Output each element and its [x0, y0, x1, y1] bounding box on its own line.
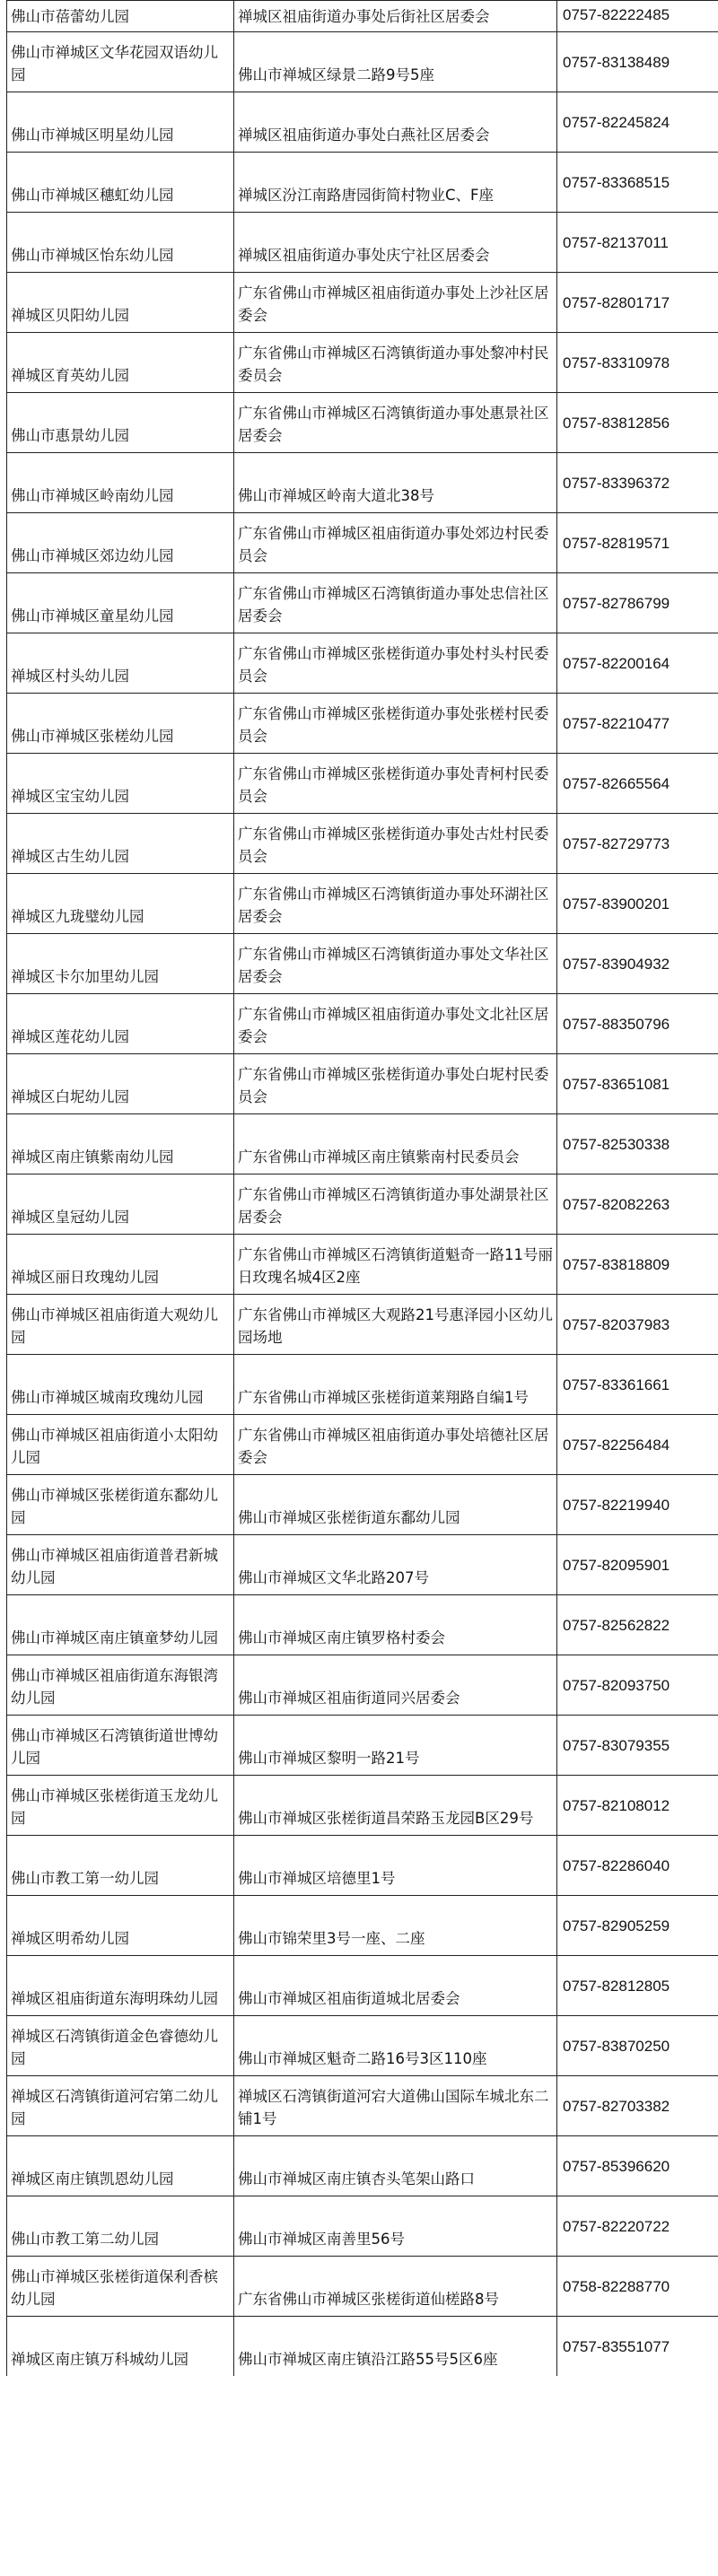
table-row: [7, 213, 718, 273]
table-row: [7, 2016, 718, 2076]
kindergarten-name-cell: 佛山市禅城区城南玫瑰幼儿园: [7, 1355, 234, 1415]
phone-cell: 0757-82562822: [557, 1595, 718, 1655]
kindergarten-name-cell: 佛山市禅城区张槎街道东鄱幼儿园: [7, 1475, 234, 1535]
kindergarten-name-cell: 佛山市禅城区怡东幼儿园: [7, 213, 234, 273]
phone-cell: 0757-82286040: [557, 1836, 718, 1896]
kindergarten-name-cell: 禅城区石湾镇街道河宕第二幼儿园: [7, 2076, 234, 2136]
kindergarten-name-cell: 佛山市教工第二幼儿园: [7, 2196, 234, 2257]
phone-cell: 0758-82288770: [557, 2257, 718, 2317]
phone-cell: 0757-88350796: [557, 994, 718, 1054]
phone-cell: 0757-82703382: [557, 2076, 718, 2136]
kindergarten-name-cell: 禅城区南庄镇万科城幼儿园: [7, 2317, 234, 2377]
table-row: [7, 1355, 718, 1415]
phone-cell: 0757-83368515: [557, 153, 718, 213]
kindergarten-name-cell: 佛山市禅城区祖庙街道大观幼儿园: [7, 1295, 234, 1355]
address-cell: 佛山市禅城区岭南大道北38号: [234, 453, 557, 513]
address-cell: 佛山市禅城区南善里56号: [234, 2196, 557, 2257]
kindergarten-name-cell: 佛山市禅城区明星幼儿园: [7, 92, 234, 153]
address-cell: 禅城区石湾镇街道河宕大道佛山国际车城北东二铺1号: [234, 2076, 557, 2136]
kindergarten-name-cell: 禅城区九珑璧幼儿园: [7, 874, 234, 934]
table-row: [7, 633, 718, 694]
address-cell: 广东省佛山市禅城区张槎街道仙槎路8号: [234, 2257, 557, 2317]
table-row: [7, 2076, 718, 2136]
phone-cell: 0757-82786799: [557, 573, 718, 633]
phone-cell: 0757-83651081: [557, 1054, 718, 1114]
address-cell: 广东省佛山市禅城区张槎街道莱翔路自编1号: [234, 1355, 557, 1415]
address-cell: 广东省佛山市禅城区张槎街道办事处青柯村民委员会: [234, 754, 557, 814]
address-cell: 广东省佛山市禅城区石湾镇街道办事处忠信社区居委会: [234, 573, 557, 633]
address-cell: 佛山市禅城区南庄镇沿江路55号5区6座: [234, 2317, 557, 2377]
table-row: [7, 1655, 718, 1716]
phone-cell: 0757-83396372: [557, 453, 718, 513]
phone-cell: 0757-82530338: [557, 1114, 718, 1174]
phone-cell: 0757-82210477: [557, 694, 718, 754]
table-row: [7, 1054, 718, 1114]
table-row: [7, 814, 718, 874]
phone-cell: 0757-82108012: [557, 1776, 718, 1836]
phone-cell: 0757-83812856: [557, 393, 718, 453]
kindergarten-name-cell: 佛山市禅城区祖庙街道普君新城幼儿园: [7, 1535, 234, 1595]
phone-cell: 0757-82812805: [557, 1956, 718, 2016]
table-row: [7, 1716, 718, 1776]
kindergarten-name-cell: 禅城区丽日玫瑰幼儿园: [7, 1235, 234, 1295]
address-cell: 佛山市禅城区张槎街道昌荣路玉龙园B区29号: [234, 1776, 557, 1836]
table-row: [7, 1, 718, 32]
phone-cell: 0757-82082263: [557, 1174, 718, 1235]
kindergarten-name-cell: 佛山市禅城区祖庙街道东海银湾幼儿园: [7, 1655, 234, 1716]
address-cell: 禅城区祖庙街道办事处庆宁社区居委会: [234, 213, 557, 273]
table-row: [7, 1776, 718, 1836]
phone-cell: 0757-82801717: [557, 273, 718, 333]
address-cell: 广东省佛山市禅城区南庄镇紫南村民委员会: [234, 1114, 557, 1174]
table-row: [7, 1896, 718, 1956]
table-row: [7, 754, 718, 814]
address-cell: 广东省佛山市禅城区石湾镇街道办事处环湖社区居委会: [234, 874, 557, 934]
address-cell: 佛山市禅城区魁奇二路16号3区110座: [234, 2016, 557, 2076]
phone-cell: 0757-82093750: [557, 1655, 718, 1716]
address-cell: 广东省佛山市禅城区祖庙街道办事处郊边村民委员会: [234, 513, 557, 573]
table-row: [7, 1174, 718, 1235]
address-cell: 广东省佛山市禅城区祖庙街道办事处培德社区居委会: [234, 1415, 557, 1475]
kindergarten-name-cell: 佛山市禅城区文华花园双语幼儿园: [7, 32, 234, 92]
phone-cell: 0757-83870250: [557, 2016, 718, 2076]
address-cell: 广东省佛山市禅城区石湾镇街道魁奇一路11号丽日玫瑰名城4区2座: [234, 1235, 557, 1295]
phone-cell: 0757-82905259: [557, 1896, 718, 1956]
table-row: [7, 934, 718, 994]
table-row: [7, 513, 718, 573]
address-cell: 佛山市禅城区南庄镇罗格村委会: [234, 1595, 557, 1655]
address-cell: 广东省佛山市禅城区石湾镇街道办事处湖景社区居委会: [234, 1174, 557, 1235]
kindergarten-name-cell: 禅城区白坭幼儿园: [7, 1054, 234, 1114]
phone-cell: 0757-82037983: [557, 1295, 718, 1355]
kindergarten-name-cell: 禅城区育英幼儿园: [7, 333, 234, 393]
phone-cell: 0757-83361661: [557, 1355, 718, 1415]
kindergarten-name-cell: 禅城区南庄镇紫南幼儿园: [7, 1114, 234, 1174]
phone-cell: 0757-82095901: [557, 1535, 718, 1595]
phone-cell: 0757-82137011: [557, 213, 718, 273]
kindergarten-name-cell: 佛山市惠景幼儿园: [7, 393, 234, 453]
phone-cell: 0757-85396620: [557, 2136, 718, 2196]
address-cell: 佛山市禅城区祖庙街道城北居委会: [234, 1956, 557, 2016]
kindergarten-name-cell: 禅城区石湾镇街道金色睿德幼儿园: [7, 2016, 234, 2076]
phone-cell: 0757-83551077: [557, 2317, 718, 2377]
kindergarten-name-cell: 佛山市禅城区石湾镇街道世博幼儿园: [7, 1716, 234, 1776]
kindergarten-name-cell: 禅城区古生幼儿园: [7, 814, 234, 874]
kindergarten-name-cell: 佛山市禅城区张槎幼儿园: [7, 694, 234, 754]
kindergarten-name-cell: 佛山市禅城区童星幼儿园: [7, 573, 234, 633]
table-row: [7, 874, 718, 934]
address-cell: 佛山市禅城区黎明一路21号: [234, 1716, 557, 1776]
kindergarten-name-cell: 禅城区皇冠幼儿园: [7, 1174, 234, 1235]
table-row: [7, 2136, 718, 2196]
address-cell: 广东省佛山市禅城区祖庙街道办事处文北社区居委会: [234, 994, 557, 1054]
phone-cell: 0757-83900201: [557, 874, 718, 934]
kindergarten-table: [6, 0, 718, 2376]
table-row: [7, 393, 718, 453]
phone-cell: 0757-82200164: [557, 633, 718, 694]
table-row: [7, 2317, 718, 2377]
table-row: [7, 32, 718, 92]
phone-cell: 0757-83079355: [557, 1716, 718, 1776]
table-row: [7, 333, 718, 393]
table-row: [7, 2257, 718, 2317]
phone-cell: 0757-83904932: [557, 934, 718, 994]
table-row: [7, 1235, 718, 1295]
address-cell: 广东省佛山市禅城区大观路21号惠泽园小区幼儿园场地: [234, 1295, 557, 1355]
address-cell: 广东省佛山市禅城区石湾镇街道办事处文华社区居委会: [234, 934, 557, 994]
table-row: [7, 1295, 718, 1355]
address-cell: 佛山市禅城区文华北路207号: [234, 1535, 557, 1595]
address-cell: 广东省佛山市禅城区张槎街道办事处古灶村民委员会: [234, 814, 557, 874]
address-cell: 广东省佛山市禅城区张槎街道办事处白坭村民委员会: [234, 1054, 557, 1114]
address-cell: 佛山市禅城区绿景二路9号5座: [234, 32, 557, 92]
address-cell: 佛山市禅城区培德里1号: [234, 1836, 557, 1896]
kindergarten-name-cell: 佛山市教工第一幼儿园: [7, 1836, 234, 1896]
phone-cell: 0757-82245824: [557, 92, 718, 153]
kindergarten-name-cell: 禅城区莲花幼儿园: [7, 994, 234, 1054]
kindergarten-name-cell: 佛山市禅城区张槎街道玉龙幼儿园: [7, 1776, 234, 1836]
table-row: [7, 1836, 718, 1896]
kindergarten-name-cell: 佛山市禅城区南庄镇童梦幼儿园: [7, 1595, 234, 1655]
phone-cell: 0757-83138489: [557, 32, 718, 92]
table-row: [7, 1595, 718, 1655]
phone-cell: 0757-82222485: [557, 1, 718, 32]
kindergarten-name-cell: 佛山市蓓蕾幼儿园: [7, 1, 234, 32]
table-row: [7, 1415, 718, 1475]
phone-cell: 0757-82220722: [557, 2196, 718, 2257]
address-cell: 佛山市锦荣里3号一座、二座: [234, 1896, 557, 1956]
table-row: [7, 1114, 718, 1174]
phone-cell: 0757-82819571: [557, 513, 718, 573]
phone-cell: 0757-83310978: [557, 333, 718, 393]
address-cell: 禅城区汾江南路唐园街简村物业C、F座: [234, 153, 557, 213]
table-row: [7, 1535, 718, 1595]
kindergarten-name-cell: 佛山市禅城区穗虹幼儿园: [7, 153, 234, 213]
kindergarten-name-cell: 佛山市禅城区岭南幼儿园: [7, 453, 234, 513]
kindergarten-name-cell: 禅城区村头幼儿园: [7, 633, 234, 694]
kindergarten-name-cell: 禅城区宝宝幼儿园: [7, 754, 234, 814]
kindergarten-table-body: [7, 1, 718, 2377]
phone-cell: 0757-82219940: [557, 1475, 718, 1535]
address-cell: 广东省佛山市禅城区张槎街道办事处张槎村民委员会: [234, 694, 557, 754]
kindergarten-name-cell: 禅城区南庄镇凯恩幼儿园: [7, 2136, 234, 2196]
kindergarten-name-cell: 禅城区卡尔加里幼儿园: [7, 934, 234, 994]
phone-cell: 0757-82665564: [557, 754, 718, 814]
table-row: [7, 92, 718, 153]
table-row: [7, 994, 718, 1054]
address-cell: 广东省佛山市禅城区石湾镇街道办事处惠景社区居委会: [234, 393, 557, 453]
kindergarten-name-cell: 佛山市禅城区郊边幼儿园: [7, 513, 234, 573]
address-cell: 佛山市禅城区南庄镇杏头笔架山路口: [234, 2136, 557, 2196]
table-row: [7, 694, 718, 754]
address-cell: 佛山市禅城区祖庙街道同兴居委会: [234, 1655, 557, 1716]
table-row: [7, 1475, 718, 1535]
kindergarten-name-cell: 禅城区贝阳幼儿园: [7, 273, 234, 333]
address-cell: 广东省佛山市禅城区祖庙街道办事处上沙社区居委会: [234, 273, 557, 333]
phone-cell: 0757-82256484: [557, 1415, 718, 1475]
address-cell: 禅城区祖庙街道办事处后街社区居委会: [234, 1, 557, 32]
phone-cell: 0757-82729773: [557, 814, 718, 874]
kindergarten-name-cell: 禅城区祖庙街道东海明珠幼儿园: [7, 1956, 234, 2016]
table-row: [7, 453, 718, 513]
table-row: [7, 273, 718, 333]
address-cell: 禅城区祖庙街道办事处白燕社区居委会: [234, 92, 557, 153]
kindergarten-name-cell: 佛山市禅城区张槎街道保利香槟幼儿园: [7, 2257, 234, 2317]
table-row: [7, 1956, 718, 2016]
phone-cell: 0757-83818809: [557, 1235, 718, 1295]
kindergarten-name-cell: 佛山市禅城区祖庙街道小太阳幼儿园: [7, 1415, 234, 1475]
address-cell: 佛山市禅城区张槎街道东鄱幼儿园: [234, 1475, 557, 1535]
table-row: [7, 2196, 718, 2257]
address-cell: 广东省佛山市禅城区石湾镇街道办事处黎冲村民委员会: [234, 333, 557, 393]
address-cell: 广东省佛山市禅城区张槎街道办事处村头村民委员会: [234, 633, 557, 694]
table-row: [7, 573, 718, 633]
kindergarten-name-cell: 禅城区明希幼儿园: [7, 1896, 234, 1956]
table-row: [7, 153, 718, 213]
